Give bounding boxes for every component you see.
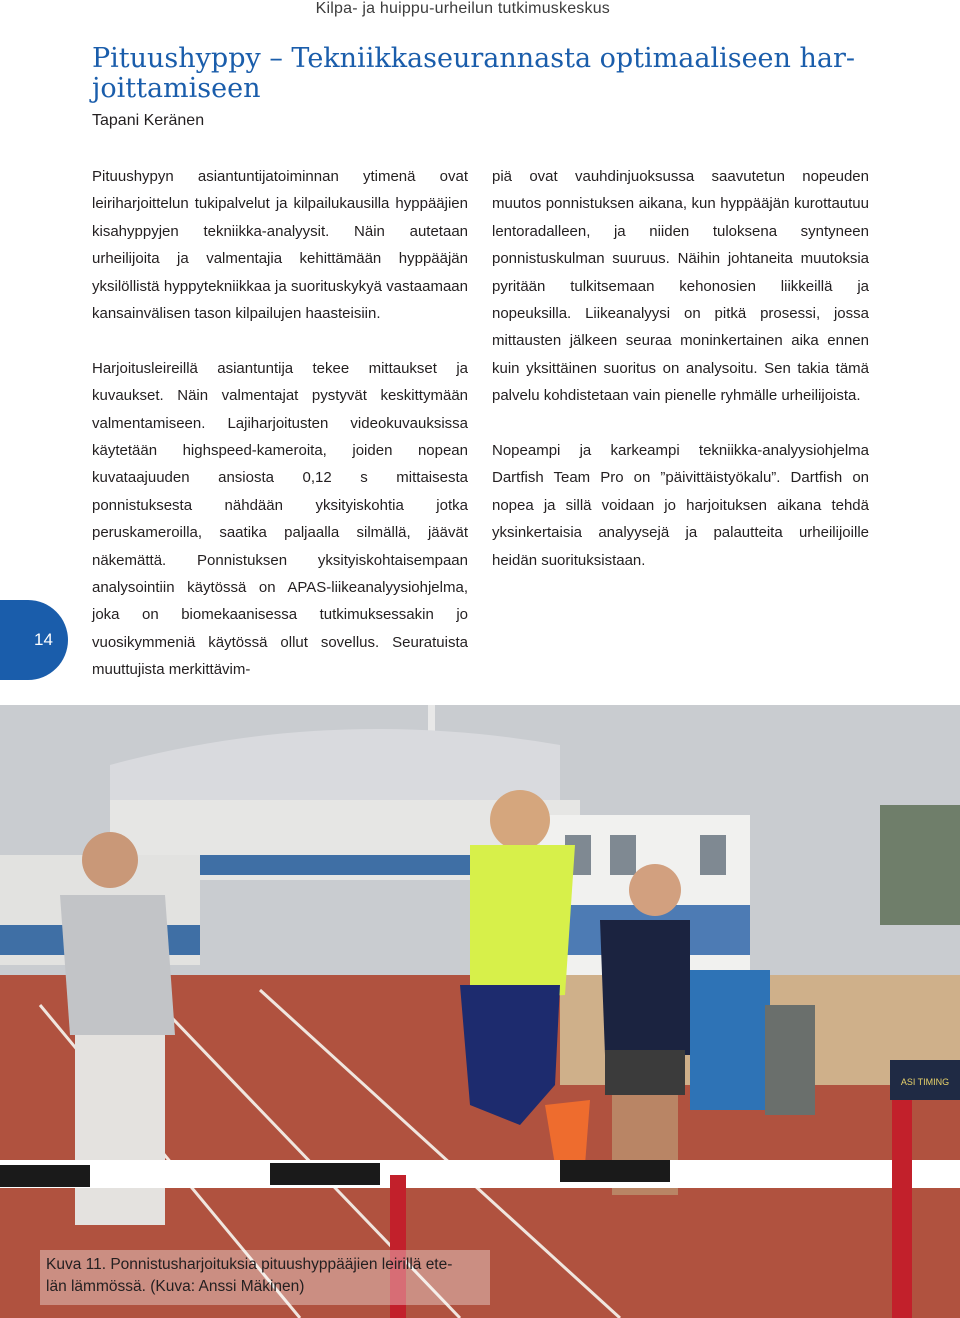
right-paragraph-2: Nopeampi ja karkeampi tekniikka-analyysiohjelma Dartfish Team Pro on ”päivittäistyökalu”. Dartfish on nopea ja sillä voidaan jo harjoituksen aikana tehdä yksinkertaisia analyysejä ja palautteita urheilijoille heidän suorituksistaan.: [492, 442, 869, 569]
window-2: [610, 835, 636, 875]
author-name: Tapani Keränen: [92, 112, 205, 129]
hurdle-stripe-1: [0, 1165, 90, 1187]
hurdle-stripe-3: [560, 1160, 670, 1182]
timing-board-text: ASI TIMING: [900, 1077, 950, 1087]
hurdle-bar: [0, 1160, 960, 1188]
track-photo: [0, 705, 960, 1318]
coach-right-head: [629, 864, 681, 916]
coach-left-head: [82, 832, 138, 888]
jumper-jersey: [470, 845, 575, 1000]
blue-bin: [690, 970, 770, 1110]
coach-left-legs: [75, 1035, 165, 1225]
article-title: [92, 44, 892, 104]
hurdle-post-right: [892, 1100, 912, 1318]
figure-caption: [46, 1254, 486, 1298]
right-paragraph-1: piä ovat vauhdinjuoksussa saavutetun nopeuden muutos ponnistuksen aikana, kun hyppääjän kurottautuu lentoradalleen, ja niiden tuloksena syntyneen ponnistuskulman suuruus. Näihin johtaneita muutoksia pyritään tulkitsemaan kehonosien liikkeillä ja nopeuksilla. Liikeanalyysi on pitkä prosessi, jossa mittausten jälkeen seuraa moninkertainen aika ennen kuin yksittäinen suoritus on analysoitu. Sen takia tämä palvelu kohdistetaan vain pienelle ryhmälle urheilijoista.: [492, 168, 869, 405]
running-head: Kilpa- ja huippu-urheilun tutkimuskeskus: [315, 0, 610, 17]
left-paragraph-2: Harjoitusleireillä asiantuntija tekee mittaukset ja kuvaukset. Näin valmentajat pystyvät keskittymään valmentamiseen. Lajiharjoitusten videokuvauksissa käytetään highspeed-kameroita, joiden nopean kuvataajuuden ansiosta 0,12 s mittaisesta ponnistuksesta nähdään yksityiskohtia jotka peruskameroilla, saatika paljaalla silmällä, jäävät näkemättä. Ponnistuksen yksityiskohtaisempaan analysointiin käytössä on APAS-liikeanalyysiohjelma, joka on biomekaanisessa tutkimuksessakin jo vuosikymmeniä käytössä ollut sovellus. Seuratuista muuttujista merkittävim-: [92, 359, 468, 679]
right-column: [492, 163, 869, 574]
left-paragraph-1: Pituushypyn asiantuntijatoiminnan ytimenä ovat leiriharjoittelun tukipalvelut ja kilpailukausilla hyppääjien kisahyppyjen tekniikka-analyysit. Näin autetaan urheilijoita ja valmentajia kehittämään hyppääjän yksilöllistä hyppytekniikkaa ja suorituskykyä vastaamaan kansainvälisen tason kilpailujen haasteisiin.: [92, 168, 468, 323]
article-title-line-1: Pituushyppy – Tekniikkaseurannasta optimaaliseen har-: [92, 43, 856, 74]
figure-caption-line-1: Kuva 11. Ponnistusharjoituksia pituushyppääjien leirillä ete-: [46, 1256, 453, 1273]
coach-right-shorts: [605, 1050, 685, 1095]
coach-right-body: [600, 920, 690, 1055]
jumper-head: [490, 790, 550, 850]
trees: [880, 805, 960, 925]
hurdle-stripe-2: [270, 1163, 380, 1185]
article-title-line-2: joittamiseen: [92, 73, 261, 104]
page-number: 14: [34, 630, 53, 649]
coach-left-body: [60, 895, 175, 1035]
figure-caption-line-2: län lämmössä. (Kuva: Anssi Mäkinen): [46, 1278, 305, 1295]
page-number-tab: [0, 600, 80, 680]
left-column: [92, 163, 468, 684]
window-3: [700, 835, 726, 875]
grey-bin: [765, 1005, 815, 1115]
